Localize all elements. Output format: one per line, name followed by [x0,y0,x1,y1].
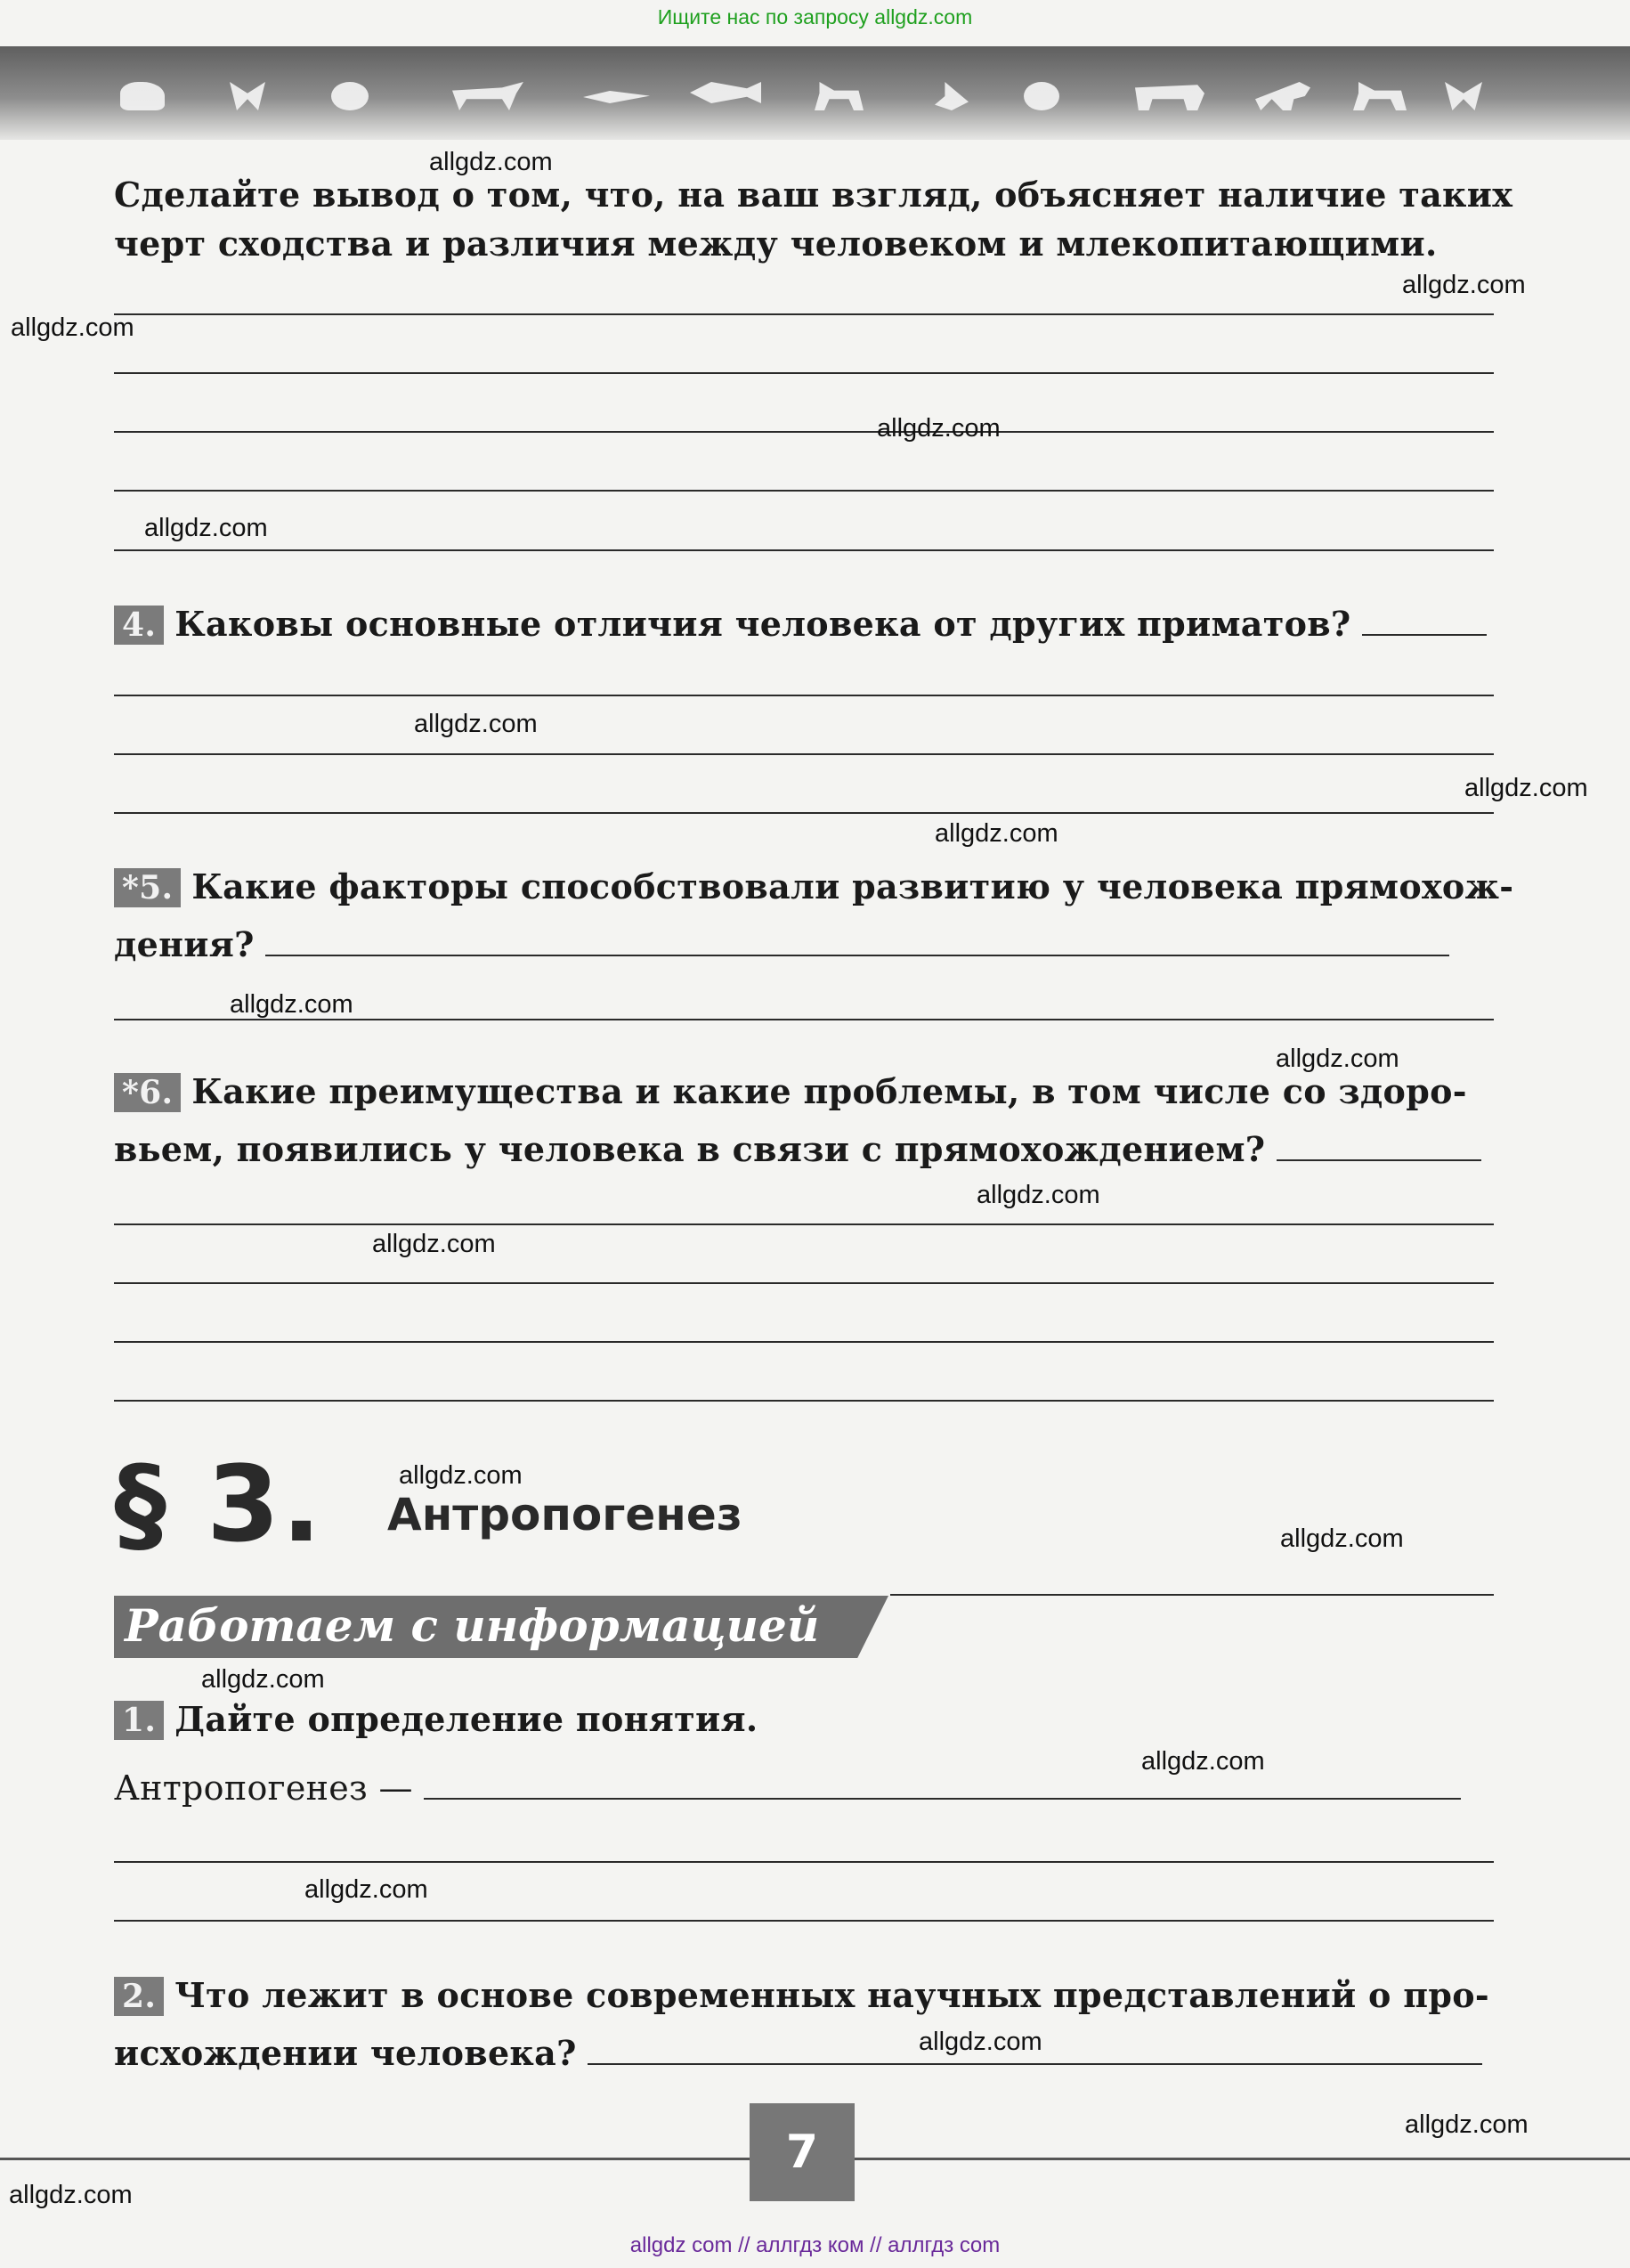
conclusion-line-1: Сделайте вывод о том, что, на ваш взгляд, объясняет наличие таких [114,175,1513,215]
watermark: allgdz.com [230,990,353,1019]
answer-line[interactable] [114,1920,1494,1922]
watermark: allgdz.com [372,1230,496,1258]
watermark: allgdz.com [877,414,1001,443]
watermark: allgdz.com [201,1665,325,1694]
question-5 [114,859,1513,915]
watermark: allgdz.com [977,1181,1100,1209]
watermark: allgdz.com [935,819,1058,848]
deer-icon [815,82,864,110]
question-text: исхождении человека? [114,2033,577,2073]
question-text: дения? [114,924,255,964]
watermark: allgdz.com [414,710,538,738]
watermark: allgdz.com [304,1875,428,1904]
watermark: allgdz.com [429,148,553,176]
section-question-1 [114,1692,758,1747]
section-question-2 [114,1968,1489,2023]
answer-line[interactable] [114,1282,1494,1284]
answer-line[interactable] [114,1223,1494,1225]
answer-line[interactable] [424,1768,1461,1800]
answer-line[interactable] [114,1861,1494,1863]
antelope-icon [1255,82,1310,110]
question-6-cont [114,1122,1481,1177]
section-question-2-cont [114,2026,1482,2081]
watermark: allgdz.com [1464,774,1588,802]
answer-line[interactable] [114,431,1494,433]
bull-icon [1135,82,1204,110]
answer-line[interactable] [114,695,1494,696]
section-number: § 3. [114,1443,324,1565]
answer-line[interactable] [114,812,1494,814]
question-4 [114,597,1487,652]
watermark: allgdz.com [1141,1747,1265,1776]
answer-line[interactable] [265,924,1449,956]
watermark: allgdz.com [399,1461,523,1490]
scorpion-icon [331,82,369,110]
page-number: 7 [750,2103,855,2201]
horse-icon [452,82,523,110]
watermark: allgdz.com [1280,1524,1404,1553]
question-5-cont [114,917,1449,972]
bird-icon [935,82,969,110]
bee-icon [1024,82,1059,110]
question-text: вьем, появились у человека в связи с прямохождением? [114,1129,1266,1169]
butterfly-icon [230,82,265,110]
answer-line[interactable] [114,372,1494,374]
question-text: Что лежит в основе современных научных представлений о про- [174,1975,1489,2015]
answer-line[interactable] [890,1594,1494,1596]
bison-icon [120,82,165,110]
term-label: Антропогенез — [114,1768,413,1808]
fish-icon [690,82,761,103]
question-number: 1. [114,1701,164,1740]
question-6 [114,1064,1467,1119]
animal-banner [0,46,1630,140]
watermark: allgdz.com [144,514,268,542]
answer-line[interactable] [114,313,1494,315]
question-number: 4. [114,606,164,645]
top-search-note[interactable]: Ищите нас по запросу allgdz.com [657,5,973,28]
lizard-icon [583,91,650,103]
answer-line[interactable] [114,1341,1494,1343]
section-title: Антропогенез [387,1489,742,1540]
moth-icon [1445,82,1482,110]
question-number: 2. [114,1977,164,2016]
question-text: Какие преимущества и какие проблемы, в том числе со здоро- [191,1071,1467,1111]
watermark: allgdz.com [1402,271,1526,299]
answer-line[interactable] [114,549,1494,551]
watermark: allgdz.com [11,313,134,342]
answer-line[interactable] [1277,1129,1481,1161]
answer-line[interactable] [114,1400,1494,1402]
watermark: allgdz.com [919,2028,1042,2056]
watermark: allgdz.com [1276,1045,1399,1073]
question-number: *5. [114,868,181,907]
subheading: Работаем с информацией [125,1599,820,1652]
answer-line[interactable] [114,753,1494,755]
bottom-watermark-note[interactable]: allgdz com // аллгдз ком // аллгдз com [629,2233,1001,2257]
question-number: *6. [114,1073,181,1112]
answer-line[interactable] [1362,604,1487,636]
question-text: Какие факторы способствовали развитию у человека прямохож- [191,866,1514,906]
conclusion-line-2: черт сходства и различия между человеком и млекопитающими. [114,224,1438,264]
watermark: allgdz.com [9,2181,133,2209]
question-text: Дайте определение понятия. [174,1699,758,1739]
answer-line[interactable] [114,490,1494,492]
deer-icon [1353,82,1407,110]
watermark: allgdz.com [1405,2110,1529,2139]
question-text: Каковы основные отличия человека от других приматов? [174,604,1351,644]
